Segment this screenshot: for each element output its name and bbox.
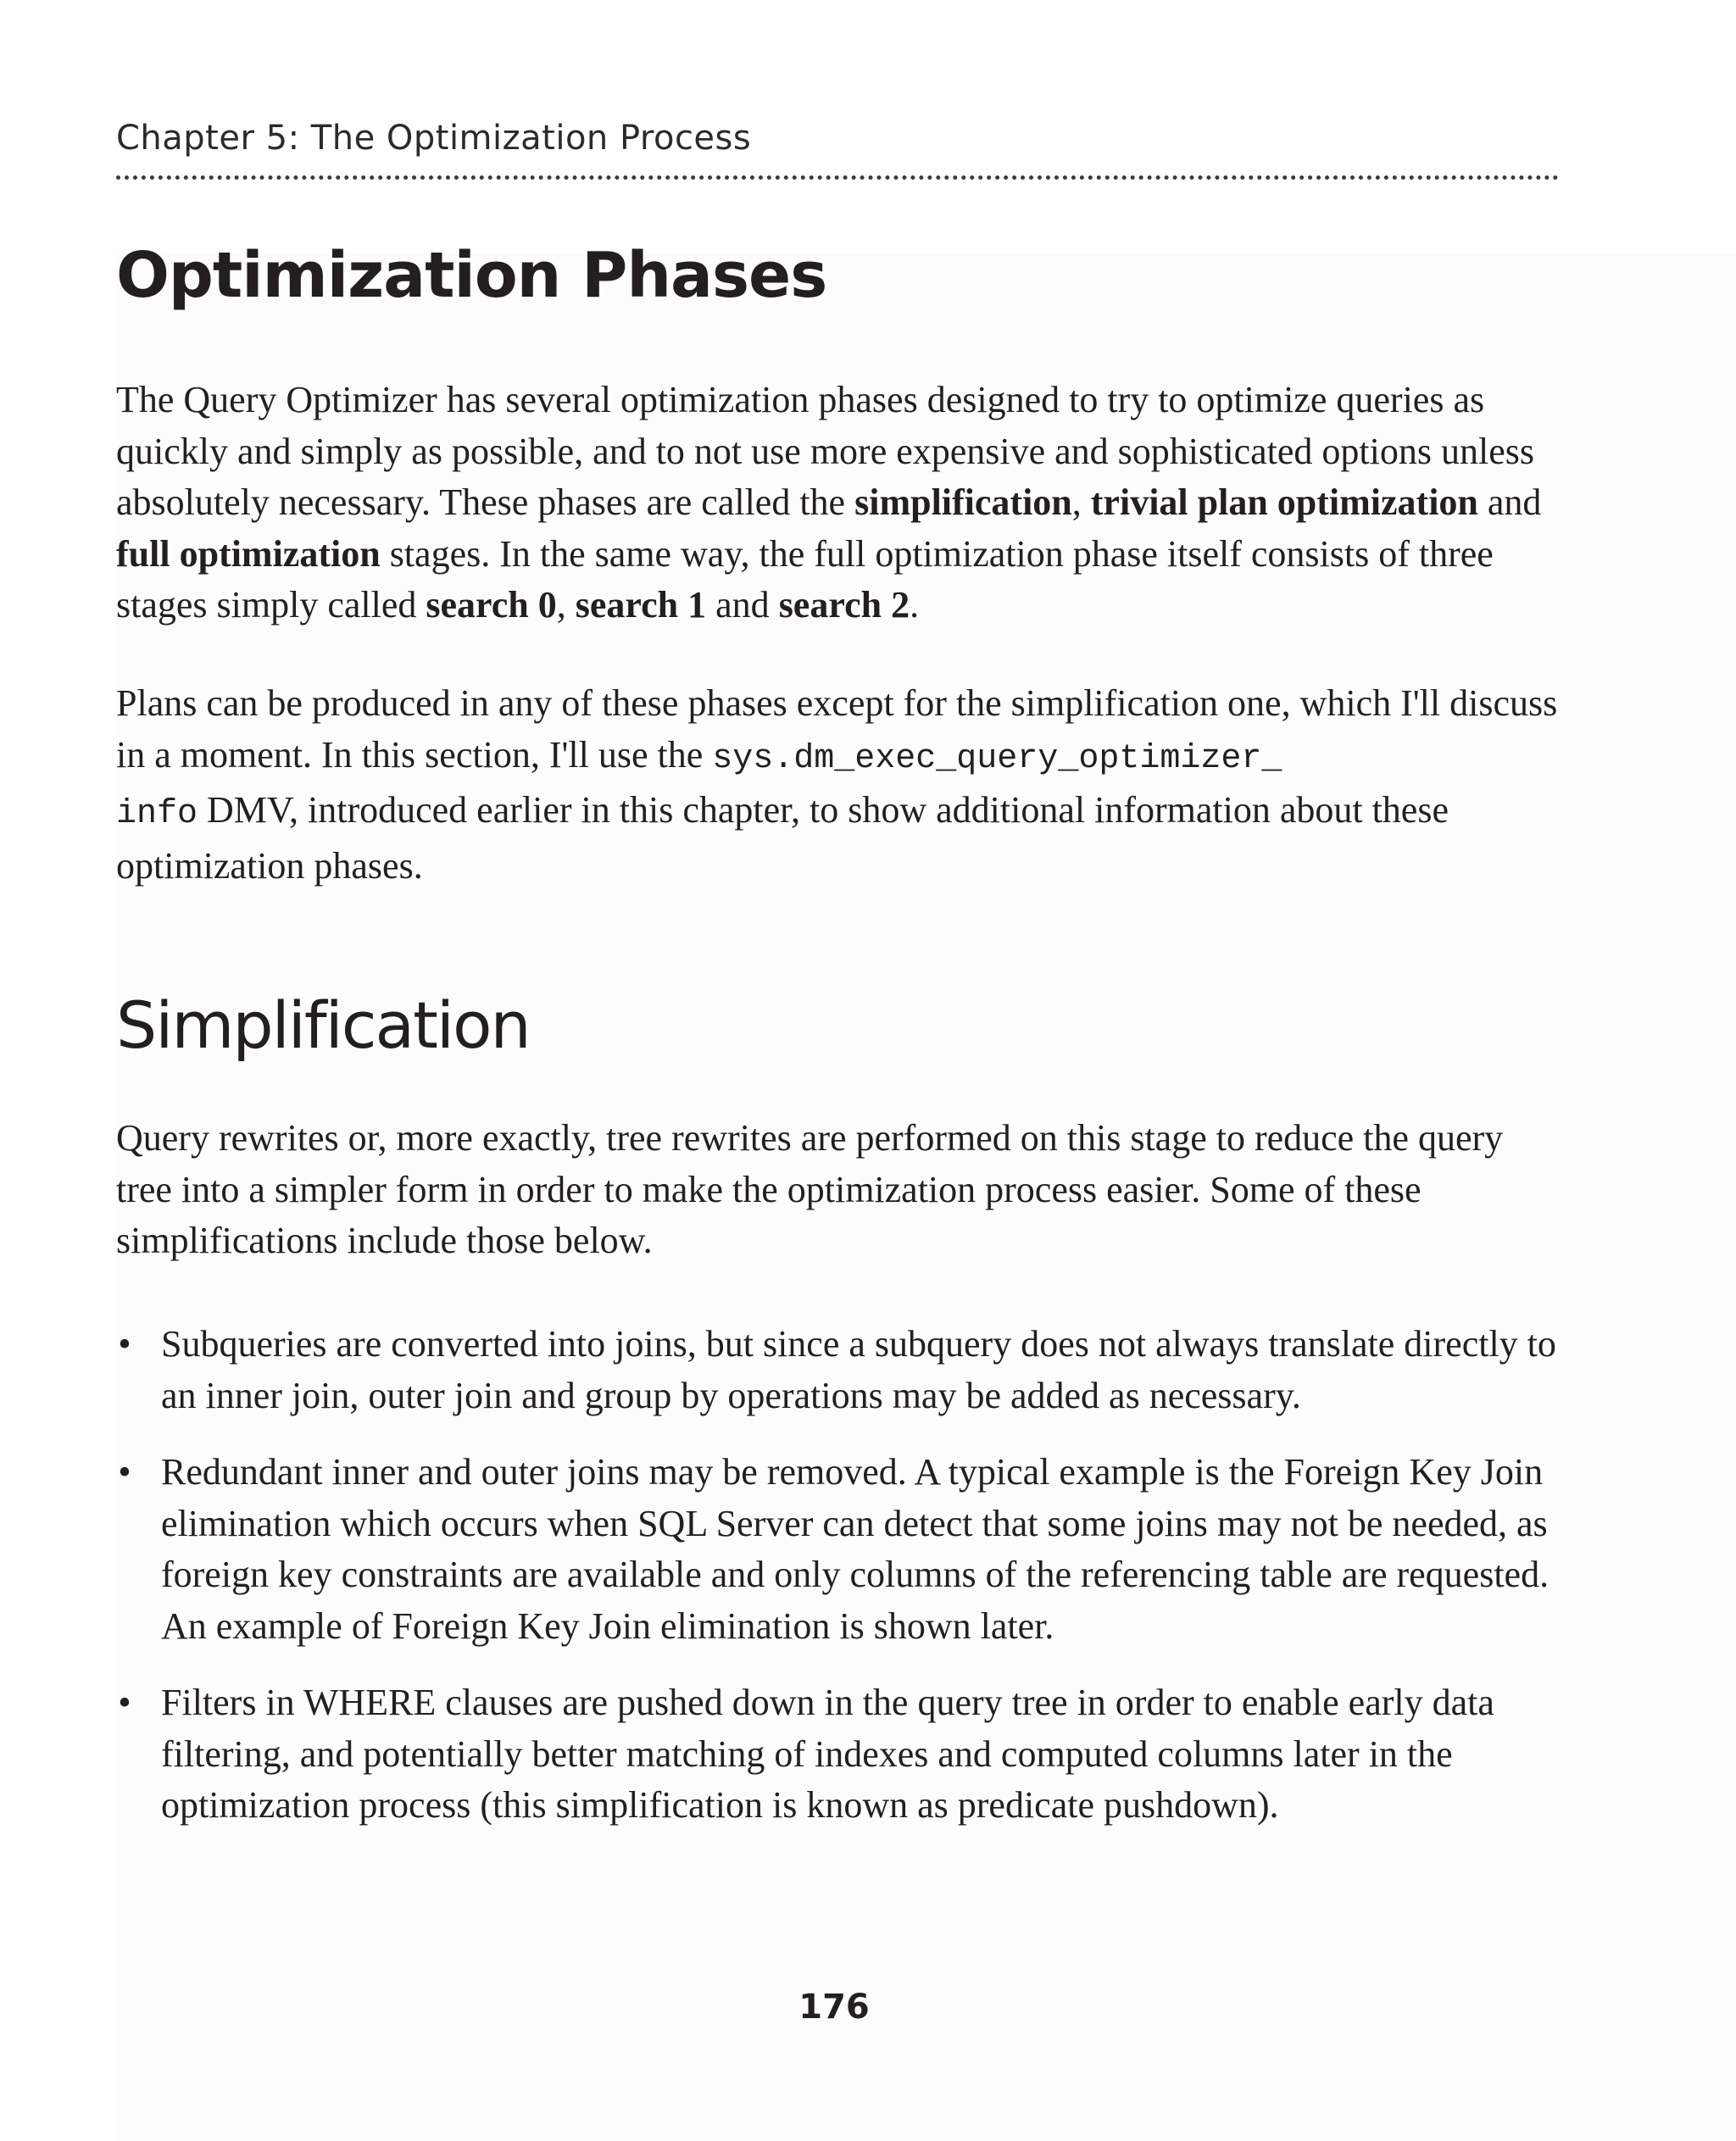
list-item-text: Subqueries are converted into joins, but since a subquery does not always translate directly to an inner join, outer join and group by operations may be added as necessary.	[161, 1323, 1556, 1416]
code-dmv-name: sys.dm_exec_query_optimizer_	[712, 739, 1283, 778]
term-search-0: search 0	[426, 584, 557, 626]
text-run: Plans can be produced in any of these phases except for the simplification one, which I'll discuss in a moment. In this section, I'll use the	[116, 682, 1558, 776]
text-run: stages. In the same way, the full optimization phase itself consists of three stages simply called	[116, 532, 1494, 626]
section-title: Optimization Phases	[116, 239, 827, 312]
text-run: ,	[1071, 481, 1091, 523]
term-search-1: search 1	[575, 584, 707, 626]
code-dmv-name-continued: info	[116, 795, 198, 833]
bullet-marker: •	[118, 1451, 131, 1493]
bullet-marker: •	[118, 1682, 131, 1723]
text-run: ,	[556, 584, 576, 626]
subsection-intro-paragraph: Query rewrites or, more exactly, tree rewrites are performed on this stage to reduce the query tree into a simpler form in order to make the optimization process easier. Some of these simplifications include those below.	[116, 1117, 1504, 1261]
list-item-text: Redundant inner and outer joins may be removed. A typical example is the Foreign Key Join elimination which occurs when SQL Server can detect that some joins may not be needed, as foreign key constraints are available and only columns of the referencing table are requested. An example of Foreign Key Join elimination is shown later.	[161, 1451, 1550, 1647]
simplification-list	[116, 1319, 1566, 1857]
subsection-title: Simplification	[116, 987, 530, 1063]
page-number: 176	[798, 1988, 870, 2027]
term-simplification: simplification	[854, 481, 1072, 523]
text-run: and	[706, 584, 779, 626]
text-run: .	[910, 584, 920, 626]
text-run: DMV, introduced earlier in this chapter, to show additional information about these optimization phases.	[116, 789, 1449, 887]
section-paragraph-1	[116, 375, 1566, 631]
text-run: and	[1477, 481, 1542, 523]
running-header: Chapter 5: The Optimization Process	[116, 119, 752, 158]
header-divider	[116, 175, 1559, 180]
list-item	[116, 1447, 1566, 1652]
bullet-marker: •	[118, 1323, 131, 1365]
term-search-2: search 2	[778, 584, 910, 626]
text-run: The Query Optimizer has several optimization phases designed to try to optimize queries as quickly and simply as possible, and to not use more expensive and sophisticated options unless absolutely necessary. These phases are called the	[116, 379, 1534, 523]
list-item	[116, 1677, 1566, 1832]
section-paragraph-2	[116, 678, 1566, 892]
term-full-optimization: full optimization	[116, 532, 381, 575]
list-item-text: Filters in WHERE clauses are pushed down in the query tree in order to enable early data filtering, and potentially better matching of indexes and computed columns later in the optimization process (this simplification is known as predicate pushdown).	[161, 1682, 1494, 1826]
term-trivial-plan-optimization: trivial plan optimization	[1090, 481, 1478, 523]
list-item	[116, 1319, 1566, 1421]
